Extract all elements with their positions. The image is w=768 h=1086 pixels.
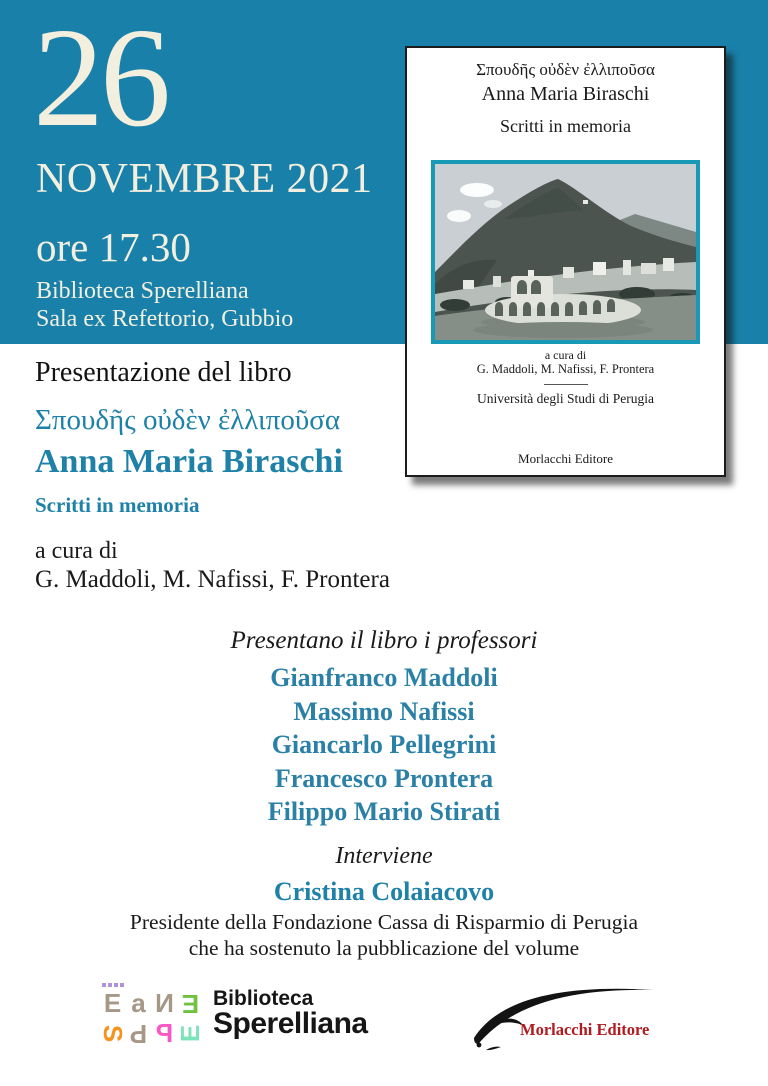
logo-letter: S (98, 1024, 128, 1043)
venue-name: Biblioteca Sperelliana (36, 278, 249, 304)
logo-letter: E (175, 1024, 205, 1043)
book-divider (544, 384, 588, 385)
speaker-name: Cristina Colaiacovo (273, 877, 495, 906)
presenter-name: Gianfranco Maddoli (270, 663, 498, 692)
presenters-heading: Presentano il libro i professori (230, 627, 538, 654)
book-curators: G. Maddoli, M. Nafissi, F. Prontera (476, 362, 655, 376)
logo-letter: P (129, 1019, 148, 1049)
speaker-heading: Interviene (335, 843, 433, 869)
library-name-line1: Biblioteca (213, 987, 314, 1010)
presentation-heading: Presentazione del libro (35, 357, 292, 388)
presenter-name: Massimo Nafissi (293, 696, 475, 726)
logo-letter: P (155, 1018, 174, 1048)
gubbio-photo-graphic (435, 164, 696, 340)
book-author: Anna Maria Biraschi (481, 83, 650, 105)
presentation-curators-label: a cura di (35, 538, 118, 564)
event-venue (36, 277, 293, 333)
book-publisher: Morlacchi Editore (518, 451, 613, 466)
presentation-subtitle: Scritti in memoria (35, 493, 200, 517)
presenter-name: Giancarlo Pellegrini (271, 730, 497, 759)
speaker-role-line1: Presidente della Fondazione Cassa di Risparmio di Perugia (129, 910, 639, 934)
logo-letter: E (181, 989, 200, 1019)
book-university: Università degli Studi di Perugia (477, 391, 654, 406)
presentation-greek-title: Σπουδῆς οὐδὲν ἐλλιποῦσα (35, 404, 341, 436)
book-greek-title: Σπουδῆς οὐδὲν ἐλλιποῦσα (476, 60, 655, 79)
book-subtitle: Scritti in memoria (500, 116, 631, 136)
library-logo (100, 989, 203, 1048)
presenter-name: Francesco Prontera (274, 763, 494, 793)
event-day: 26 (33, 0, 167, 156)
speaker-role (0, 910, 768, 961)
gubbio-landscape-photo (431, 160, 700, 344)
logo-letter: N (155, 988, 174, 1018)
presenter-name: Filippo Mario Stirati (267, 797, 501, 826)
speaker-role-line2: che ha sostenuto la pubblicazione del volume (188, 935, 580, 960)
book-curators-label: a cura di (544, 348, 587, 362)
publisher-name: Morlacchi Editore (520, 1020, 650, 1039)
logo-letter: E (103, 988, 122, 1018)
presenters-list (0, 661, 768, 829)
library-name-line2: Sperelliana (213, 1007, 368, 1040)
library-logo-dots (102, 983, 124, 987)
logo-letter: a (131, 988, 146, 1018)
venue-room-city: Sala ex Refettorio, Gubbio (36, 306, 294, 332)
presentation-curators: G. Maddoli, M. Nafissi, F. Prontera (35, 566, 390, 593)
event-month-year: NOVEMBRE 2021 (36, 156, 373, 202)
presentation-author: Anna Maria Biraschi (35, 443, 343, 480)
library-name (213, 988, 368, 1038)
event-time: ore 17.30 (36, 224, 191, 270)
publisher-swoosh-icon (468, 982, 658, 1054)
book-cover (405, 46, 726, 477)
